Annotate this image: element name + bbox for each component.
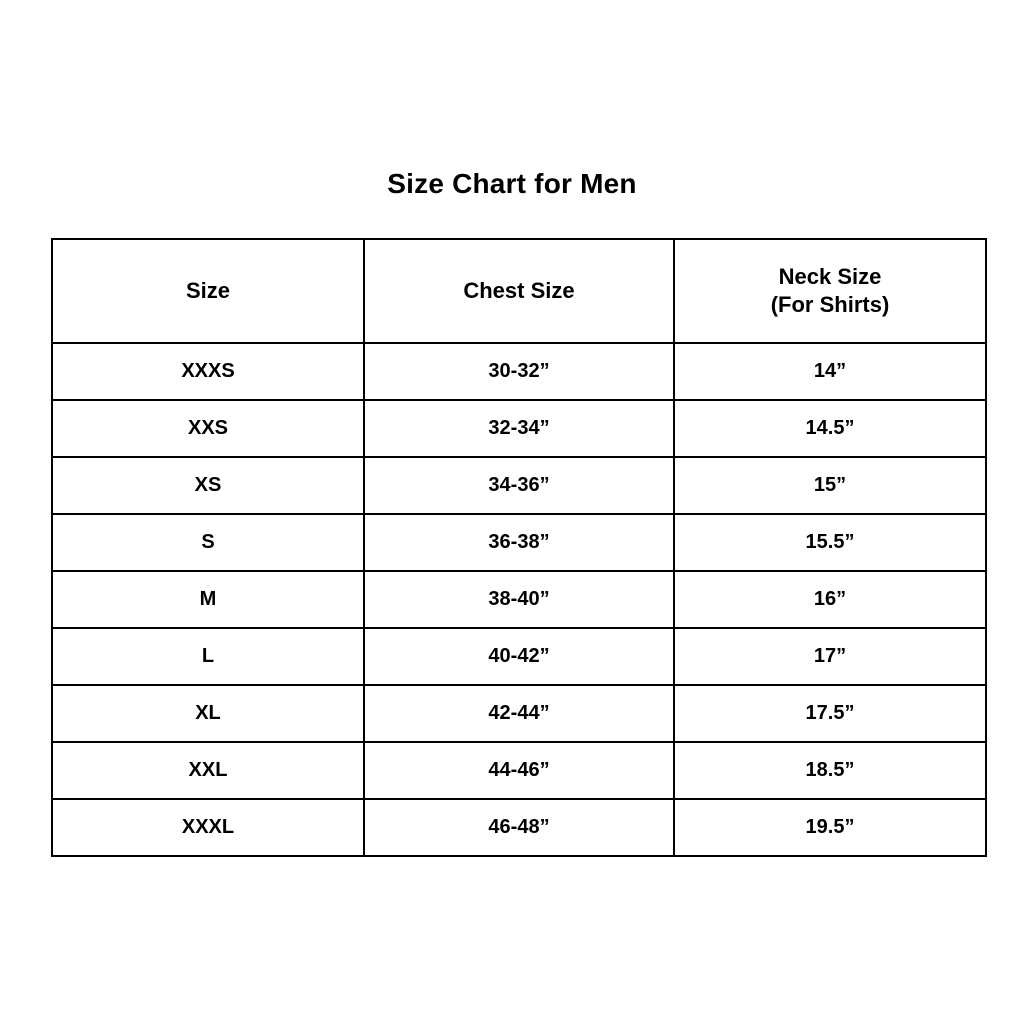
cell-chest: 32-34” [364, 400, 674, 457]
cell-neck: 18.5” [674, 742, 986, 799]
cell-chest: 42-44” [364, 685, 674, 742]
cell-neck: 17” [674, 628, 986, 685]
column-header-neck [674, 239, 986, 343]
cell-chest: 30-32” [364, 343, 674, 400]
column-header-chest-label: Chest Size [463, 277, 575, 303]
column-header-neck-label: Neck Size [778, 263, 882, 289]
table-body [52, 343, 986, 856]
cell-chest: 34-36” [364, 457, 674, 514]
table-row [52, 571, 986, 628]
table-row [52, 343, 986, 400]
size-chart-table [51, 238, 987, 857]
cell-size: XL [52, 685, 364, 742]
cell-chest: 44-46” [364, 742, 674, 799]
cell-neck: 16” [674, 571, 986, 628]
table-row [52, 799, 986, 856]
column-header-neck-sublabel: (For Shirts) [770, 292, 890, 317]
cell-size: S [52, 514, 364, 571]
table-row [52, 400, 986, 457]
table-row [52, 742, 986, 799]
table-row [52, 685, 986, 742]
cell-chest: 36-38” [364, 514, 674, 571]
cell-size: XXS [52, 400, 364, 457]
cell-chest: 38-40” [364, 571, 674, 628]
cell-size: XXXS [52, 343, 364, 400]
table-row [52, 514, 986, 571]
cell-size: XS [52, 457, 364, 514]
cell-neck: 14.5” [674, 400, 986, 457]
cell-chest: 40-42” [364, 628, 674, 685]
cell-neck: 17.5” [674, 685, 986, 742]
page-title: Size Chart for Men [387, 168, 637, 199]
table-header [52, 239, 986, 343]
cell-neck: 19.5” [674, 799, 986, 856]
column-header-chest [364, 239, 674, 343]
cell-size: L [52, 628, 364, 685]
table-header-row [52, 239, 986, 343]
table-row [52, 457, 986, 514]
column-header-size-label: Size [185, 277, 231, 303]
table-row [52, 628, 986, 685]
cell-size: XXXL [52, 799, 364, 856]
cell-neck: 14” [674, 343, 986, 400]
cell-neck: 15” [674, 457, 986, 514]
cell-chest: 46-48” [364, 799, 674, 856]
column-header-size [52, 239, 364, 343]
cell-size: XXL [52, 742, 364, 799]
cell-neck: 15.5” [674, 514, 986, 571]
cell-size: M [52, 571, 364, 628]
